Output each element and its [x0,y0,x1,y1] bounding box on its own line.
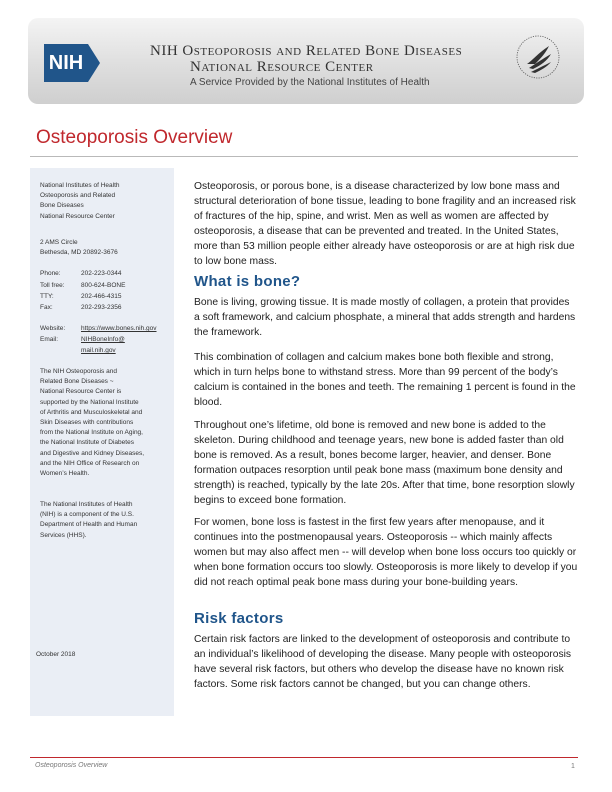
bone-paragraph-3: Throughout one’s lifetime, old bone is removed and new bone is added to the skeleton. During childhood and teenage years, new bone is added faster than old bone is removed. As a result, bones become larger, heavier, and denser. Bone formation outpaces resorption until peak bone mass (maximum bone density and strength) is reached, typically by the late 20s. After that time, bone resorption slowly begins to exceed bone formation. [194,420,575,506]
sidebar-about-line: and Digestive and Kidney Diseases, [40,449,145,457]
banner-title-line1: NIH Osteoporosis and Related Bone Diseases [150,43,463,59]
tty-label: TTY: [40,293,54,300]
sidebar-about-line: the National Institute of Diabetes [40,439,134,447]
sidebar-about-line: and the NIH Office of Research on [40,459,140,467]
sidebar-address [40,238,118,258]
sidebar-org-line: Osteoporosis and Related [40,192,116,200]
sidebar-about-line: The NIH Osteoporosis and [40,368,117,375]
nih-logo-arrow [88,44,100,82]
sidebar-nih-line: Department of Health and Human [40,521,138,529]
sidebar-nih-line: Services (HHS). [40,531,87,539]
email-link-line1[interactable]: NIHBoneInfo@ [81,336,125,343]
page-number: 1 [571,763,575,770]
sidebar-about-line: National Resource Center is [40,388,122,396]
fax-value: 202-293-2356 [81,304,122,311]
nih-logo-text: NIH [44,44,88,82]
footer-title: Osteoporosis Overview [35,762,108,769]
sidebar-about-line: of Arthritis and Musculoskeletal and [40,408,143,416]
banner-title-line2: National Resource Center [190,59,374,75]
intro-paragraph: Osteoporosis, or porous bone, is a disease characterized by low bone mass and structural deterioration of bone tissue, leading to bone fragility and an increased risk of fractures of the hip, spine, and wrist. Men as well as women are affected by osteoporosis, a disease that can be prevented and treated. In the United States, more than 53 million people either already have osteoporosis or are at high risk due to low bone mass. [194,181,576,267]
banner-subtitle: A Service Provided by the National Institutes of Health [190,77,430,88]
sidebar-date: October 2018 [36,651,76,658]
title-divider [30,156,578,157]
sidebar-org-line: National Institutes of Health [40,182,120,189]
heading-what-is-bone: What is bone? [194,273,301,290]
website-label: Website: [40,325,66,332]
sidebar-about [40,367,144,479]
tollfree-value: 800-624-BONE [81,282,126,289]
sidebar-nih-line: (NIH) is a component of the U.S. [40,511,134,519]
sidebar-org-line: Bone Diseases [40,202,84,210]
heading-risk-factors: Risk factors [194,610,284,627]
sidebar-org-line: National Resource Center [40,212,115,220]
sidebar-about-line: Skin Diseases with contributions [40,419,134,427]
nih-logo [44,44,102,82]
fax-label: Fax: [40,304,53,311]
hhs-eagle-seal-icon [515,34,561,80]
phone-label: Phone: [40,270,61,277]
risk-paragraph: Certain risk factors are linked to the development of osteoporosis and contribute to an individual’s likelihood of developing the disease. Many people with osteoporosis have several risk factors, but others who develop the disease have no known risk factors. Some risk factors cannot be changed, but you can change others. [194,634,572,690]
sidebar-about-line: from the National Institute on Aging, [40,429,143,437]
email-link-line2[interactable]: mail.nih.gov [81,347,116,354]
email-label: Email: [40,336,59,343]
footer-divider [30,757,578,758]
bone-paragraph-1: Bone is living, growing tissue. It is made mostly of collagen, a protein that provides a soft framework, and calcium phosphate, a mineral that adds strength and hardens the framework. [194,297,576,338]
sidebar-about-line: Women’s Health. [40,470,90,478]
sidebar-address-line: 2 AMS Circle [40,239,78,246]
sidebar-nih-note [40,500,137,541]
website-link[interactable]: https://www.bones.nih.gov [81,325,157,332]
sidebar-about-line: Related Bone Diseases ~ [40,378,114,386]
phone-value: 202-223-0344 [81,270,122,277]
tty-value: 202-466-4315 [81,293,122,300]
bone-paragraph-4: For women, bone loss is fastest in the first few years after menopause, and it continues into the postmenopausal years. Osteoporosis -- which mainly affects women but may also affect men -- will develop when bone loss occurs too quickly or when bone formation occurs too slowly. Osteoporosis is more likely to develop if you did not reach optimal peak bone mass during your bone-building years. [194,517,578,588]
sidebar-nih-line: The National Institutes of Health [40,501,133,508]
sidebar-about-line: supported by the National Institute [40,398,139,406]
tollfree-label: Toll free: [40,282,65,289]
page-title: Osteoporosis Overview [36,127,233,148]
sidebar-org [40,181,120,222]
bone-paragraph-2: This combination of collagen and calcium makes bone both flexible and strong, which in turn helps bone to withstand stress. More than 99 percent of the body’s calcium is contained in the bones and teeth. The remaining 1 percent is found in the blood. [194,352,576,408]
sidebar-address-line: Bethesda, MD 20892-3676 [40,249,118,257]
